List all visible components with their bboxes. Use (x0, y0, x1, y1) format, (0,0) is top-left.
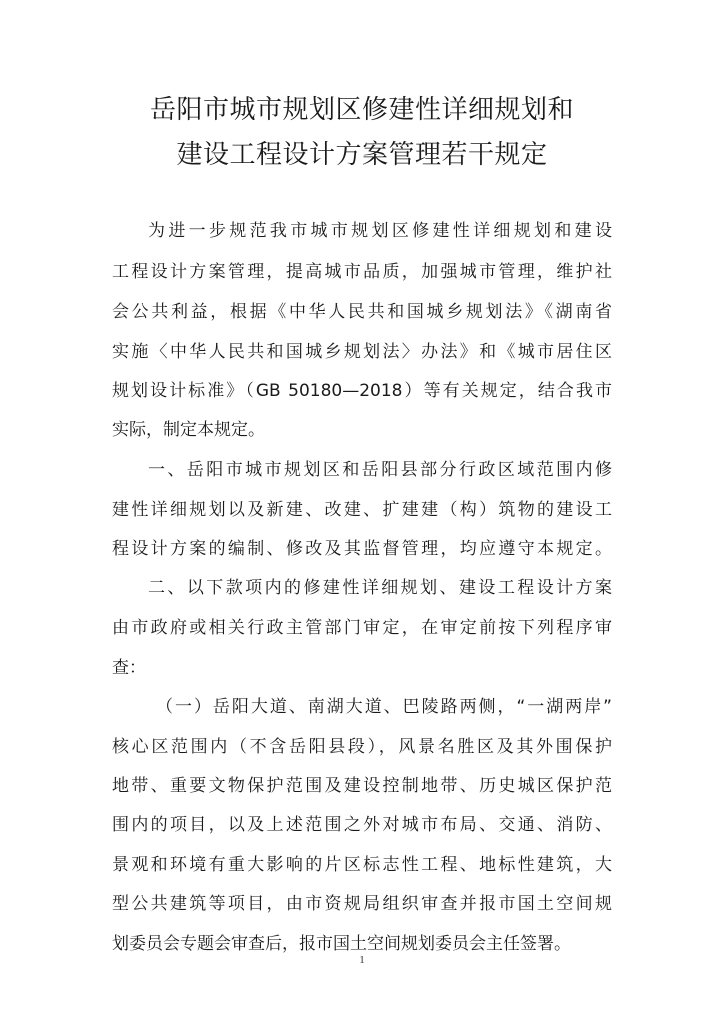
clause-1-line-4: 围内的项目，以及上述范围之外对城市布局、交通、消防、 (112, 815, 612, 835)
article-1-line-2: 建性详细规划以及新建、改建、扩建建（构）筑物的建设工 (112, 500, 612, 520)
article-2-line-1: 二、以下款项内的修建性详细规划、建设工程设计方案 (148, 578, 612, 598)
preamble-line-5: 规划设计标准》（GB 50180—2018）等有关规定，结合我市 (112, 381, 612, 401)
preamble-line-2: 工程设计方案管理，提高城市品质，加强城市管理，维护社 (112, 262, 612, 282)
article-2-line-3: 查： (112, 658, 146, 678)
preamble-line-6: 实际，制定本规定。 (112, 420, 265, 440)
clause-1-line-3: 地带、重要文物保护范围及建设控制地带、历史城区保护范 (112, 776, 612, 796)
document-title-line-2: 建设工程设计方案管理若干规定 (176, 140, 548, 170)
article-1-line-1: 一、岳阳市城市规划区和岳阳县部分行政区域范围内修 (148, 460, 612, 480)
clause-1-line-1: （一）岳阳大道、南湖大道、巴陵路两侧，“一湖两岸” (156, 697, 612, 717)
preamble-line-3: 会公共利益，根据《中华人民共和国城乡规划法》《湖南省 (112, 302, 612, 322)
preamble-line-4: 实施〈中华人民共和国城乡规划法〉办法》和《城市居住区 (112, 342, 612, 362)
article-2-line-2: 由市政府或相关行政主管部门审定，在审定前按下列程序审 (112, 618, 612, 638)
clause-1-line-7: 划委员会专题会审查后，报市国土空间规划委员会主任签署。 (112, 934, 571, 954)
clause-1-line-6: 型公共建筑等项目，由市资规局组织审查并报市国土空间规 (112, 894, 612, 914)
page-number: 1 (359, 954, 365, 966)
preamble-line-1: 为进一步规范我市城市规划区修建性详细规划和建设 (148, 221, 612, 241)
document-title-line-1: 岳阳市城市规划区修建性详细规划和 (149, 95, 574, 125)
clause-1-line-2: 核心区范围内（不含岳阳县段），风景名胜区及其外围保护 (112, 737, 612, 757)
clause-1-line-5: 景观和环境有重大影响的片区标志性工程、地标性建筑，大 (112, 855, 612, 875)
article-1-line-3: 程设计方案的编制、修改及其监督管理，均应遵守本规定。 (112, 539, 612, 559)
